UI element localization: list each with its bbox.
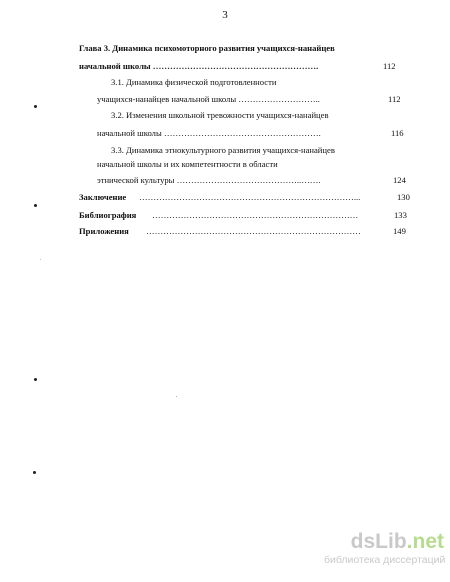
toc-section-3-3-line2: начальной школы и их компетентности в области <box>97 159 278 169</box>
toc-bibliography-leader: ……………………………………………………………… <box>152 210 359 220</box>
watermark <box>324 531 444 566</box>
toc-chapter3-page: 112 <box>383 61 396 71</box>
scan-mark <box>34 105 37 108</box>
toc-section-3-1-title: 3.1. Динамика физической подготовленности <box>111 77 277 87</box>
toc-section-3-2-leader: начальной школы ………………………………………………. <box>97 128 321 138</box>
toc-bibliography-label: Библиография <box>79 210 137 220</box>
toc-appendices-label: Приложения <box>79 226 129 236</box>
watermark-tld: .net <box>406 530 444 553</box>
toc-chapter3-leader: начальной школы …………………………………………………. <box>79 61 319 71</box>
toc-section-3-1-page: 112 <box>388 94 401 104</box>
toc-chapter3-title: Глава 3. Динамика психомоторного развития учащихся-нанайцев <box>79 43 335 53</box>
scan-speck <box>176 396 177 397</box>
toc-section-3-3-page: 124 <box>393 175 406 185</box>
toc-conclusion-leader: …………………………………………………………………... <box>139 192 361 202</box>
toc-conclusion-label: Заключение <box>79 192 127 202</box>
toc-appendices-page: 149 <box>393 226 406 236</box>
toc-section-3-1-leader: учащихся-нанайцев начальной школы ……………………….. <box>97 94 320 104</box>
toc-appendices-leader: ………………………………………………………………… <box>146 226 361 236</box>
toc-section-3-3-leader: этнической культуры ……………………………………..……. <box>97 175 321 185</box>
toc-bibliography-page: 133 <box>394 210 407 220</box>
watermark-logo <box>324 531 444 553</box>
toc-section-3-2-page: 116 <box>391 128 404 138</box>
toc-conclusion-page: 130 <box>397 192 410 202</box>
toc-section-3-3-title: 3.3. Динамика этнокультурного развития учащихся-нанайцев <box>111 145 335 155</box>
page-number: 3 <box>222 9 228 21</box>
toc-section-3-2-title: 3.2. Изменения школьной тревожности учащихся-нанайцев <box>111 110 329 120</box>
scan-mark <box>34 378 37 381</box>
watermark-subtitle: библиотека диссертаций <box>324 554 446 566</box>
scan-speck <box>40 259 41 260</box>
scan-mark <box>33 471 36 474</box>
scan-mark <box>34 204 37 207</box>
watermark-brand: dsLib <box>350 530 407 553</box>
